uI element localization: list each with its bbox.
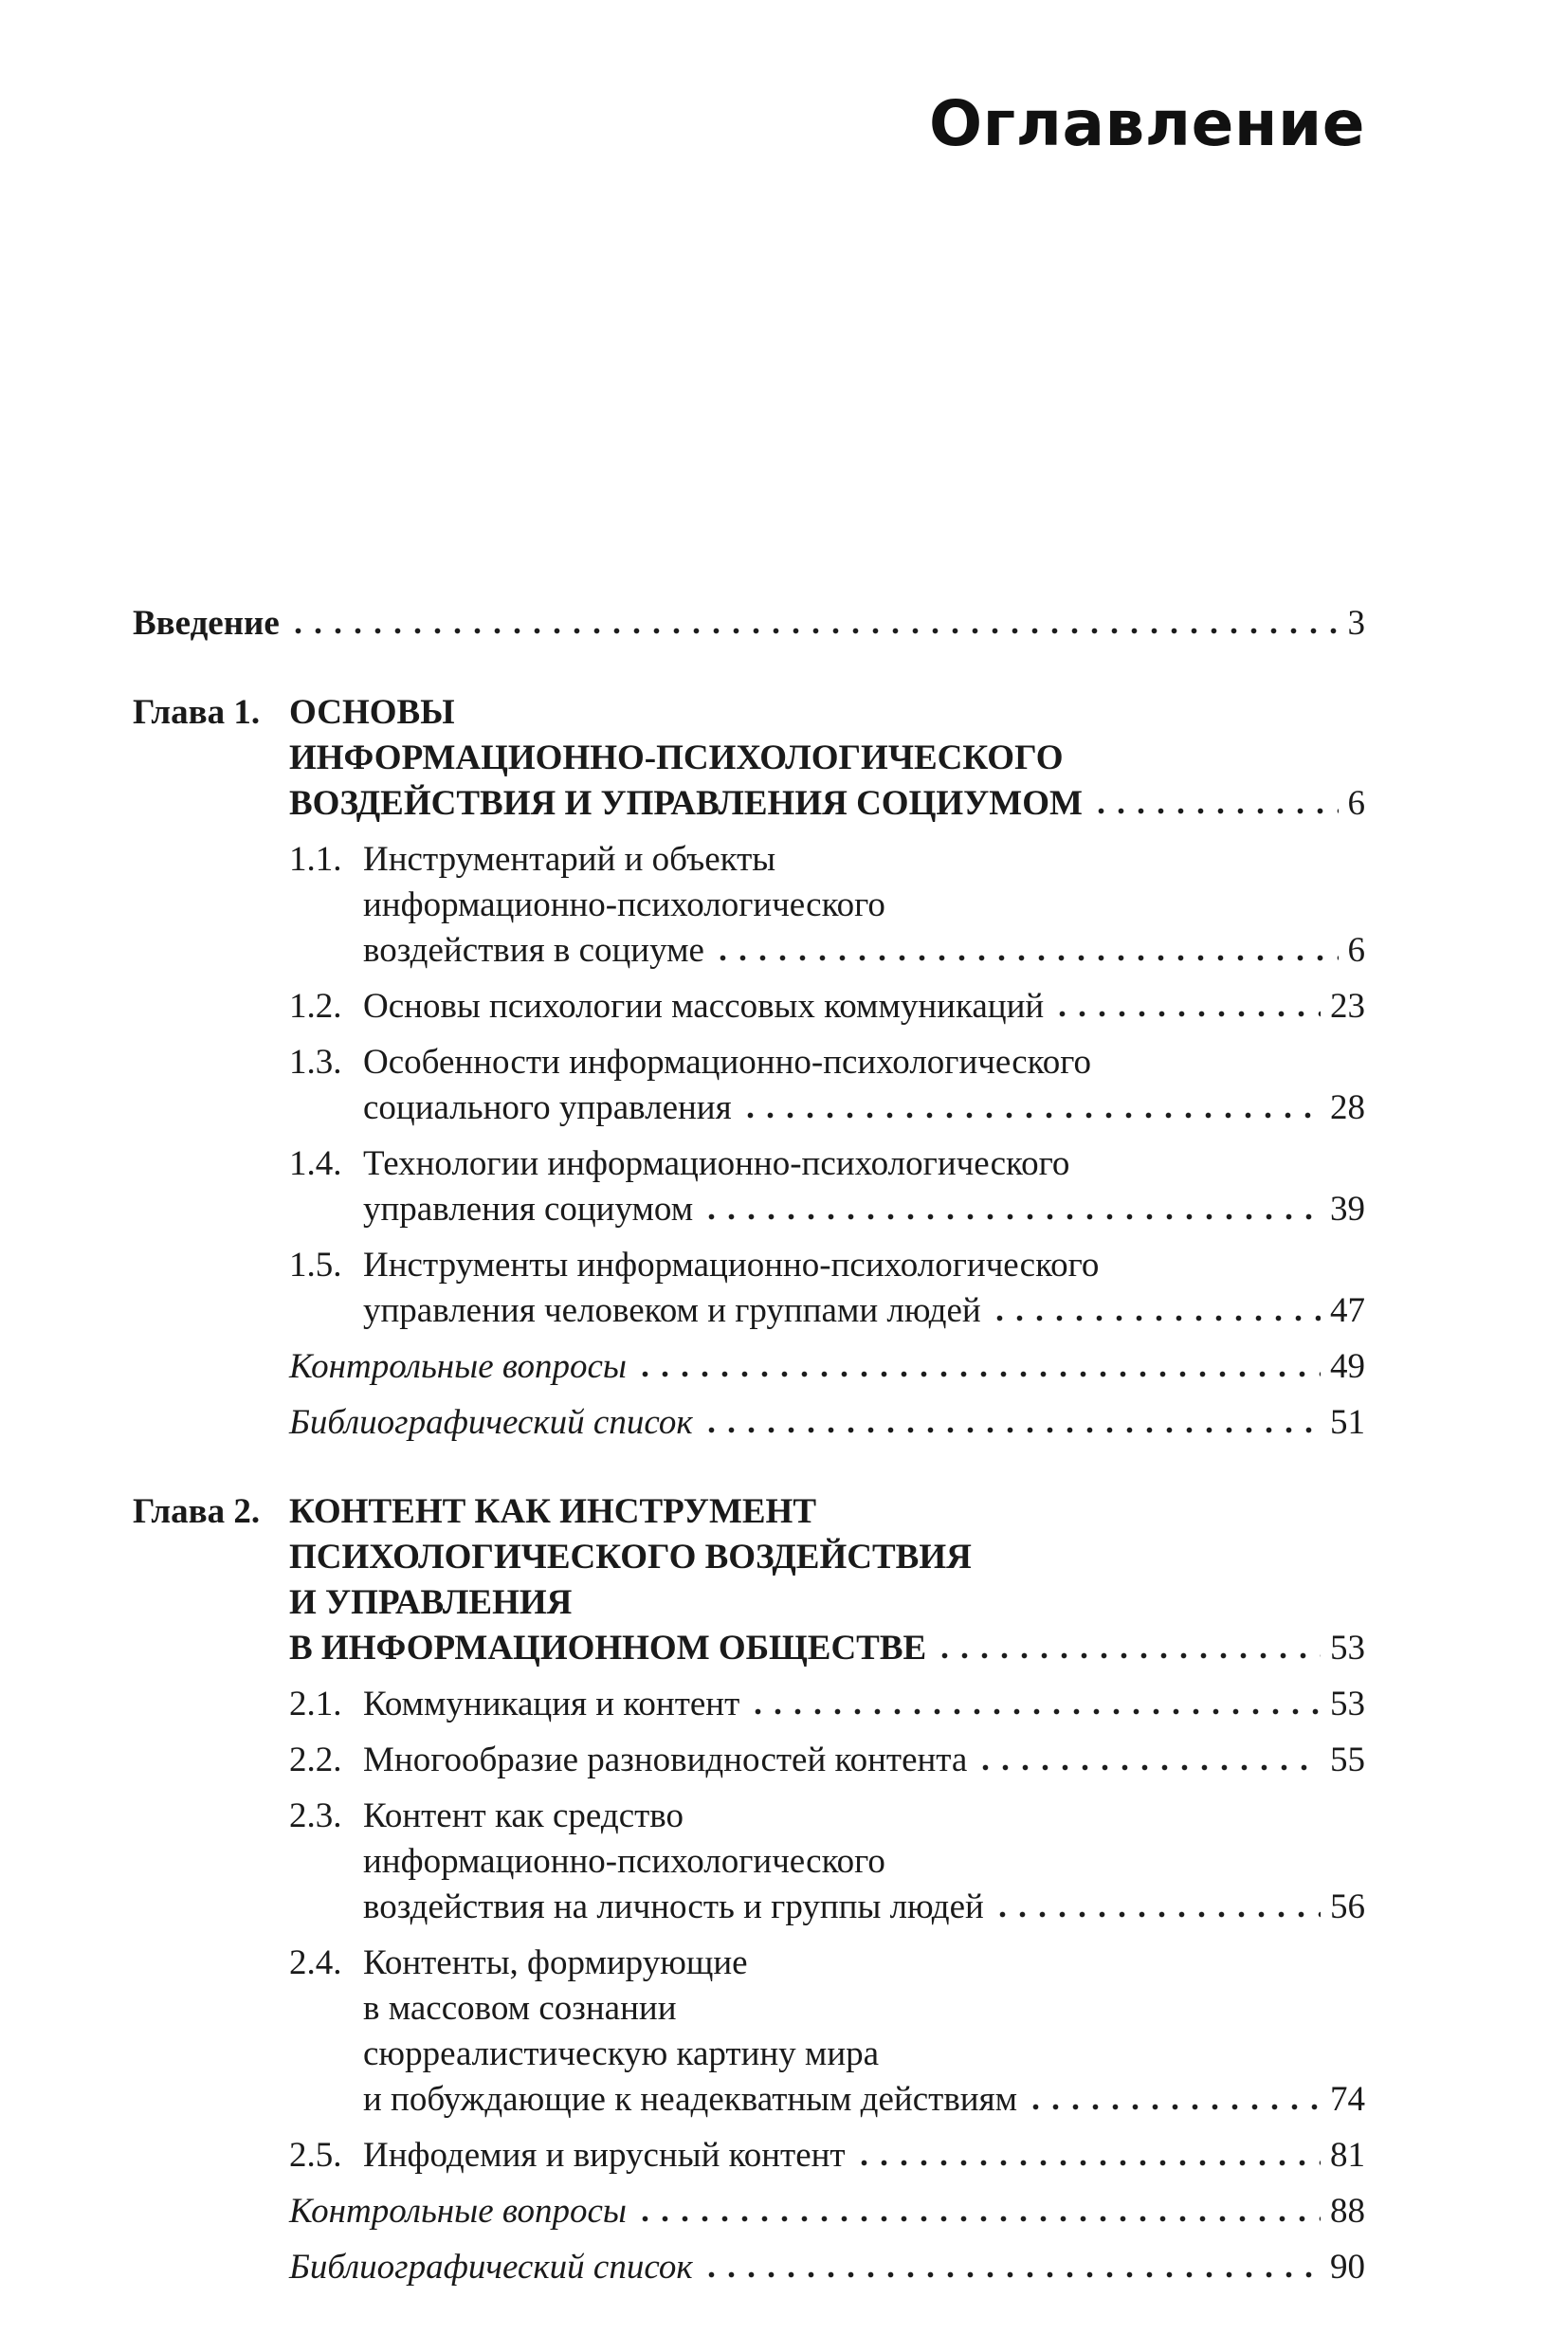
- dot-leader: [288, 628, 1339, 634]
- toc-entry-text: Контрольные вопросы: [289, 2192, 627, 2231]
- toc-line: [363, 1085, 1365, 1131]
- toc-entry-body: [363, 1141, 1365, 1232]
- dot-leader: [635, 2215, 1321, 2222]
- toc-entry: [133, 1040, 1365, 1131]
- toc-line: ОСНОВЫ: [289, 693, 455, 732]
- dot-leader: [713, 955, 1339, 961]
- toc-section-number: 1.4.: [289, 1144, 342, 1183]
- toc-entry-text: Основы психологии массовых коммуникаций: [363, 987, 1045, 1026]
- toc-line: [289, 1400, 1365, 1446]
- dot-leader: [990, 1315, 1321, 1322]
- toc-section-number: 1.5.: [289, 1246, 342, 1285]
- toc-page-number: 49: [1330, 1347, 1365, 1386]
- page-title: Оглавление: [929, 87, 1365, 160]
- dot-leader: [975, 1764, 1321, 1771]
- toc-entry-body: [363, 1040, 1365, 1131]
- toc-line: в массовом сознании: [363, 1989, 677, 2028]
- toc-line: [363, 1288, 1365, 1334]
- toc-line: [363, 1885, 1365, 1930]
- toc-page-number: 6: [1347, 784, 1365, 823]
- toc-entry-body: [363, 2133, 1365, 2179]
- toc-line: Контенты, формирующие: [363, 1943, 748, 1982]
- dot-leader: [935, 1652, 1321, 1659]
- toc-line: [289, 1626, 1365, 1671]
- toc-entry-text: управления человеком и группами людей: [363, 1291, 981, 1330]
- toc-section-number: 1.2.: [289, 987, 342, 1026]
- toc-line: КОНТЕНТ КАК ИНСТРУМЕНТ: [289, 1492, 817, 1531]
- toc-entry: [133, 1141, 1365, 1232]
- toc-page-number: 47: [1330, 1291, 1365, 1330]
- toc-entry-body: [363, 1682, 1365, 1727]
- toc-entry-text: управления социумом: [363, 1190, 694, 1229]
- toc-entry: [133, 1489, 1365, 1671]
- toc-entry-text: воздействия в социуме: [363, 931, 704, 970]
- toc-line: [363, 1738, 1365, 1783]
- dot-leader: [1091, 808, 1339, 814]
- toc-line: ПСИХОЛОГИЧЕСКОГО ВОЗДЕЙСТВИЯ: [289, 1538, 972, 1577]
- toc-entry-text: Введение: [133, 604, 280, 643]
- toc-line: Технологии информационно-психологического: [363, 1144, 1070, 1183]
- toc-page-number: 28: [1330, 1088, 1365, 1127]
- toc-line: [363, 928, 1365, 974]
- dot-leader: [1052, 1011, 1321, 1017]
- toc-section-number: 2.5.: [289, 2136, 342, 2175]
- toc-chapter-label: Глава 2.: [133, 1492, 261, 1531]
- toc-page-number: 3: [1347, 604, 1365, 643]
- toc-entry-body: [289, 690, 1365, 827]
- toc-entry: [133, 1344, 1365, 1390]
- toc-entry-text: Контрольные вопросы: [289, 1347, 627, 1386]
- toc-chapter-label: Глава 1.: [133, 693, 261, 732]
- dot-leader: [702, 1427, 1321, 1433]
- toc-line: [363, 1187, 1365, 1232]
- toc-page-number: 55: [1330, 1741, 1365, 1779]
- toc-page-number: 88: [1330, 2192, 1365, 2231]
- toc-section-number: 2.4.: [289, 1943, 342, 1982]
- toc-line: [363, 2077, 1365, 2123]
- toc-line: ИНФОРМАЦИОННО-ПСИХОЛОГИЧЕСКОГО: [289, 738, 1064, 777]
- dot-leader: [740, 1112, 1321, 1119]
- dot-leader: [1026, 2104, 1321, 2110]
- toc-page-number: 39: [1330, 1190, 1365, 1229]
- toc-page-number: 53: [1330, 1685, 1365, 1723]
- toc-entry-text: Многообразие разновидностей контента: [363, 1741, 968, 1779]
- toc-entry: [133, 1794, 1365, 1930]
- toc-line: Контент как средство: [363, 1796, 684, 1835]
- toc-line: информационно-психологического: [363, 885, 885, 924]
- toc-entry-text: Инфодемия и вирусный контент: [363, 2136, 846, 2175]
- toc-entry-body: [363, 984, 1365, 1030]
- toc-entry: [133, 984, 1365, 1030]
- toc-line: Инструменты информационно-психологического: [363, 1246, 1100, 1285]
- toc-entry: [133, 837, 1365, 974]
- toc-section-number: 2.2.: [289, 1741, 342, 1779]
- toc-entry-text: Библиографический список: [289, 1403, 693, 1442]
- toc-entry-body: [363, 1738, 1365, 1783]
- dot-leader: [854, 2160, 1321, 2166]
- toc-line: [289, 2245, 1365, 2290]
- toc-section-number: 2.1.: [289, 1685, 342, 1723]
- toc-entry-body: [363, 1794, 1365, 1930]
- toc-line: [289, 1344, 1365, 1390]
- toc-line: [133, 601, 1365, 647]
- toc-entry: [133, 601, 1365, 647]
- toc-entry: [133, 690, 1365, 827]
- table-of-contents: [133, 601, 1365, 2290]
- toc-line: И УПРАВЛЕНИЯ: [289, 1583, 573, 1622]
- toc-page-number: 90: [1330, 2248, 1365, 2287]
- toc-entry: [133, 1941, 1365, 2123]
- toc-entry: [133, 2189, 1365, 2234]
- toc-entry-body: [289, 1489, 1365, 1671]
- dot-leader: [993, 1911, 1321, 1918]
- toc-entry-text: Коммуникация и контент: [363, 1685, 740, 1723]
- toc-line: [363, 1682, 1365, 1727]
- toc-line: Инструментарий и объекты: [363, 840, 776, 879]
- toc-entry-text: воздействия на личность и группы людей: [363, 1887, 984, 1926]
- toc-entry-text: социального управления: [363, 1088, 732, 1127]
- toc-line: [363, 984, 1365, 1030]
- dot-leader: [702, 2271, 1321, 2278]
- toc-page-number: 81: [1330, 2136, 1365, 2175]
- toc-entry: [133, 1738, 1365, 1783]
- toc-entry-body: [363, 1941, 1365, 2123]
- toc-section-number: 1.3.: [289, 1043, 342, 1082]
- toc-entry: [133, 1682, 1365, 1727]
- toc-page-number: 51: [1330, 1403, 1365, 1442]
- toc-entry-text: и побуждающие к неадекватным действиям: [363, 2080, 1018, 2119]
- dot-leader: [635, 1371, 1321, 1377]
- toc-entry-body: [363, 837, 1365, 974]
- toc-line: [289, 781, 1365, 827]
- toc-line: [363, 2133, 1365, 2179]
- toc-line: сюрреалистическую картину мира: [363, 2034, 880, 2073]
- toc-page-number: 23: [1330, 987, 1365, 1026]
- toc-entry-text: Библиографический список: [289, 2248, 693, 2287]
- toc-entry-text: ВОЗДЕЙСТВИЯ И УПРАВЛЕНИЯ СОЦИУМОМ: [289, 784, 1083, 823]
- toc-section-number: 1.1.: [289, 840, 342, 879]
- toc-line: Особенности информационно-психологического: [363, 1043, 1091, 1082]
- toc-entry-body: [363, 1243, 1365, 1334]
- toc-page-number: 56: [1330, 1887, 1365, 1926]
- toc-page-number: 74: [1330, 2080, 1365, 2119]
- toc-line: информационно-психологического: [363, 1842, 885, 1881]
- toc-line: [289, 2189, 1365, 2234]
- toc-section-number: 2.3.: [289, 1796, 342, 1835]
- toc-page-number: 6: [1347, 931, 1365, 970]
- toc-page-number: 53: [1330, 1629, 1365, 1668]
- dot-leader: [748, 1708, 1321, 1715]
- toc-entry: [133, 2245, 1365, 2290]
- toc-entry: [133, 2133, 1365, 2179]
- toc-entry: [133, 1243, 1365, 1334]
- dot-leader: [702, 1213, 1321, 1220]
- toc-entry-text: В ИНФОРМАЦИОННОМ ОБЩЕСТВЕ: [289, 1629, 927, 1668]
- toc-entry: [133, 1400, 1365, 1446]
